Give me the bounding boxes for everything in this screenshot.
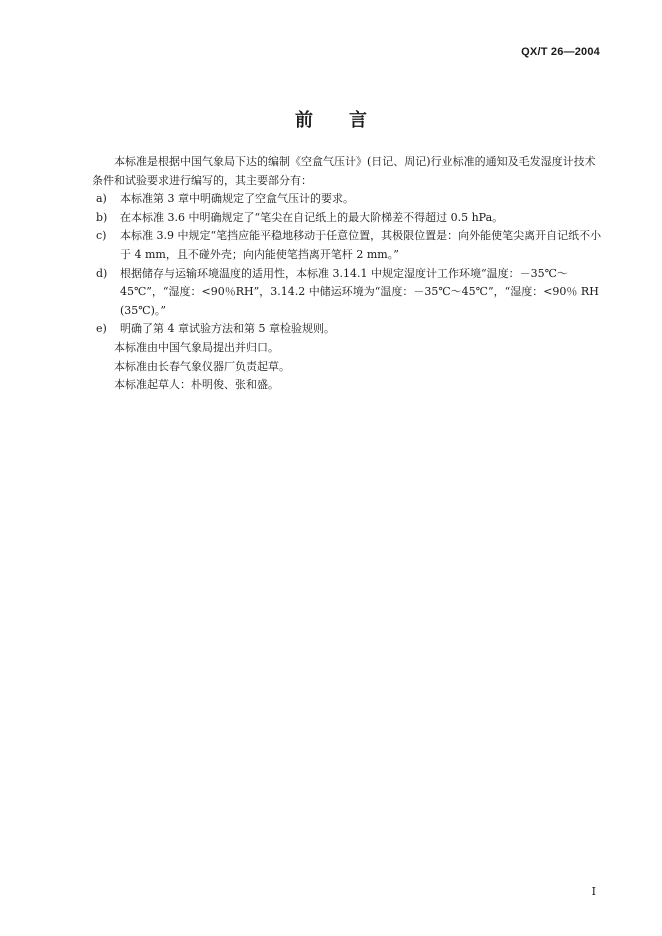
list-item-a <box>92 190 602 209</box>
list-item-text: 本标准 3.9 中规定“笔挡应能平稳地移动于任意位置，其极限位置是：向外能使笔尖离开自记纸不小于 4 mm，且不碰外壳；向内能使笔挡离开笔杆 2 mm。” <box>120 229 602 261</box>
standard-code: QX/T 26—2004 <box>521 46 600 58</box>
page-title <box>0 106 662 132</box>
list-item-label: c) <box>96 229 107 243</box>
foreword-body <box>92 153 602 395</box>
list-item-text: 根据储存与运输环境温度的适用性，本标准 3.14.1 中规定湿度计工作环境“温度：－35℃～45℃”，“湿度：<90％RH”，3.14.2 中储运环境为“温度：－35℃～45℃”，“湿度：<90％ RH (35℃)。” <box>120 266 599 317</box>
list-item-label: a) <box>96 192 107 206</box>
list-item-e <box>92 320 602 339</box>
closing-line-authors: 本标准起草人：朴明俊、张和盛。 <box>114 378 279 392</box>
list-item-text: 明确了第 4 章试验方法和第 5 章检验规则。 <box>120 322 335 336</box>
list-item-label: b) <box>96 210 108 224</box>
list-item-text: 在本标准 3.6 中明确规定了“笔尖在自记纸上的最大阶梯差不得超过 0.5 hPa。 <box>120 210 504 224</box>
list-item-d <box>92 265 602 321</box>
list-item-c <box>92 227 602 264</box>
title-char-1: 前 <box>295 110 313 131</box>
title-char-2: 言 <box>349 110 367 131</box>
page-number: I <box>591 885 596 898</box>
list-item-text: 本标准第 3 章中明确规定了空盒气压计的要求。 <box>120 192 354 206</box>
list-item-label: e) <box>96 322 107 336</box>
intro-paragraph: 本标准是根据中国气象局下达的编制《空盒气压计》(日记、周记)行业标准的通知及毛发湿度计技术条件和试验要求进行编写的，其主要部分有： <box>92 155 596 187</box>
list-item-b <box>92 209 602 228</box>
closing-line-proposer: 本标准由中国气象局提出并归口。 <box>114 340 279 354</box>
closing-line-drafter: 本标准由长春气象仪器厂负责起草。 <box>114 359 290 373</box>
list-item-label: d) <box>96 266 108 280</box>
